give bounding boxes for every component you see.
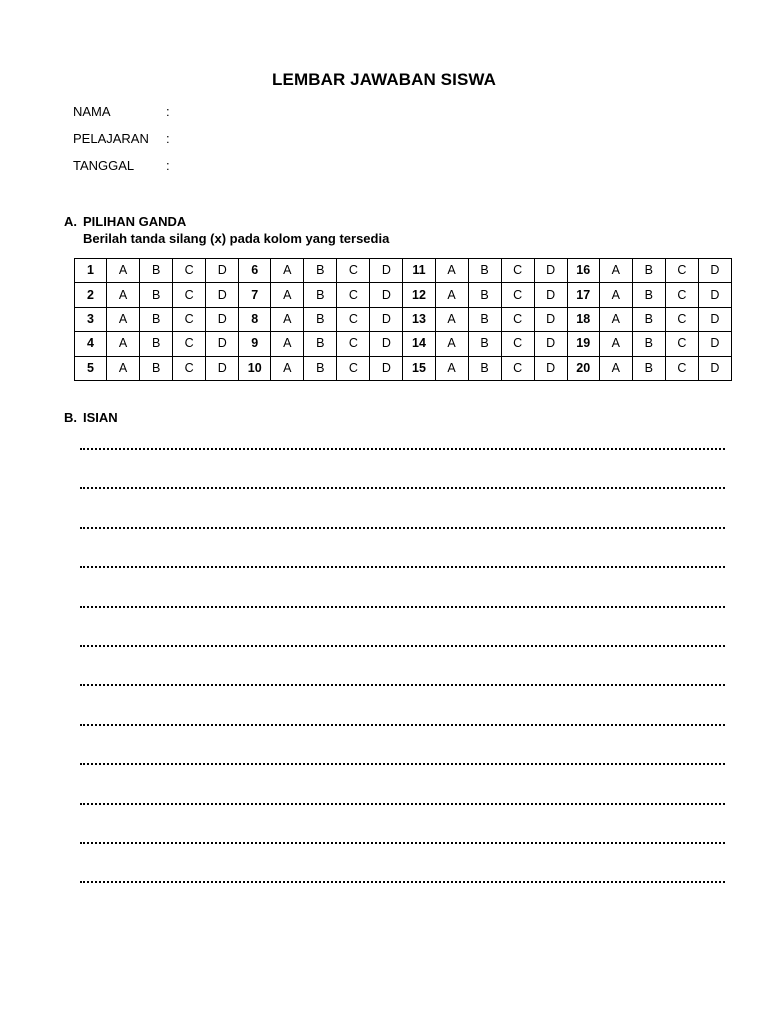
answer-option-a[interactable]: A	[271, 307, 304, 331]
answer-option-d[interactable]: D	[534, 283, 567, 307]
info-colon: :	[166, 131, 170, 146]
answer-option-a[interactable]: A	[435, 307, 468, 331]
answer-option-c[interactable]: C	[665, 283, 698, 307]
answer-option-c[interactable]: C	[501, 307, 534, 331]
section-a-instruction: Berilah tanda silang (x) pada kolom yang tersedia	[83, 231, 390, 246]
grid-row	[75, 356, 732, 380]
answer-option-a[interactable]: A	[107, 307, 140, 331]
answer-option-d[interactable]: D	[206, 332, 239, 356]
answer-line[interactable]	[80, 684, 725, 686]
answer-option-a[interactable]: A	[599, 259, 632, 283]
question-number: 9	[239, 332, 271, 356]
answer-line[interactable]	[80, 881, 725, 883]
answer-option-a[interactable]: A	[599, 332, 632, 356]
answer-option-d[interactable]: D	[206, 283, 239, 307]
answer-line[interactable]	[80, 763, 725, 765]
question-number: 3	[75, 307, 107, 331]
answer-option-a[interactable]: A	[271, 259, 304, 283]
answer-option-d[interactable]: D	[206, 259, 239, 283]
answer-line[interactable]	[80, 724, 725, 726]
section-a-number: A.	[64, 214, 77, 229]
answer-option-a[interactable]: A	[435, 332, 468, 356]
answer-option-d[interactable]: D	[370, 259, 403, 283]
page-title: LEMBAR JAWABAN SISWA	[272, 70, 496, 89]
question-number: 4	[75, 332, 107, 356]
question-number: 13	[403, 307, 435, 331]
answer-option-c[interactable]: C	[665, 332, 698, 356]
answer-option-b[interactable]: B	[632, 259, 665, 283]
answer-option-a[interactable]: A	[271, 356, 304, 380]
answer-option-a[interactable]: A	[599, 283, 632, 307]
question-number: 20	[567, 356, 599, 380]
question-number: 8	[239, 307, 271, 331]
answer-option-d[interactable]: D	[370, 356, 403, 380]
answer-option-d[interactable]: D	[370, 283, 403, 307]
info-label-pelajaran: PELAJARAN	[73, 131, 149, 146]
answer-option-b[interactable]: B	[468, 307, 501, 331]
answer-option-a[interactable]: A	[107, 259, 140, 283]
answer-option-c[interactable]: C	[173, 356, 206, 380]
answer-option-c[interactable]: C	[337, 332, 370, 356]
answer-option-a[interactable]: A	[435, 356, 468, 380]
answer-option-b[interactable]: B	[304, 356, 337, 380]
multiple-choice-grid	[74, 258, 732, 381]
answer-line[interactable]	[80, 566, 725, 568]
info-label-tanggal: TANGGAL	[73, 158, 135, 173]
answer-option-b[interactable]: B	[304, 283, 337, 307]
answer-option-d[interactable]: D	[698, 283, 731, 307]
answer-option-c[interactable]: C	[173, 307, 206, 331]
answer-option-a[interactable]: A	[435, 259, 468, 283]
answer-option-c[interactable]: C	[173, 332, 206, 356]
answer-option-a[interactable]: A	[599, 356, 632, 380]
answer-option-d[interactable]: D	[698, 259, 731, 283]
question-number: 18	[567, 307, 599, 331]
answer-option-c[interactable]: C	[501, 356, 534, 380]
answer-option-c[interactable]: C	[665, 356, 698, 380]
answer-option-b[interactable]: B	[140, 332, 173, 356]
answer-line[interactable]	[80, 803, 725, 805]
answer-option-a[interactable]: A	[271, 332, 304, 356]
answer-option-c[interactable]: C	[501, 283, 534, 307]
question-number: 6	[239, 259, 271, 283]
answer-option-a[interactable]: A	[107, 332, 140, 356]
answer-option-d[interactable]: D	[370, 307, 403, 331]
answer-option-d[interactable]: D	[206, 356, 239, 380]
answer-option-b[interactable]: B	[140, 307, 173, 331]
question-number: 19	[567, 332, 599, 356]
answer-option-d[interactable]: D	[370, 332, 403, 356]
answer-option-c[interactable]: C	[337, 283, 370, 307]
section-b-title: ISIAN	[83, 410, 118, 425]
answer-option-c[interactable]: C	[337, 307, 370, 331]
answer-option-b[interactable]: B	[632, 356, 665, 380]
answer-option-b[interactable]: B	[304, 307, 337, 331]
answer-option-b[interactable]: B	[468, 356, 501, 380]
info-label-nama: NAMA	[73, 104, 111, 119]
section-a-title: PILIHAN GANDA	[83, 214, 187, 229]
answer-option-b[interactable]: B	[632, 332, 665, 356]
question-number: 5	[75, 356, 107, 380]
answer-option-c[interactable]: C	[173, 259, 206, 283]
answer-option-b[interactable]: B	[468, 332, 501, 356]
answer-line[interactable]	[80, 487, 725, 489]
grid-row	[75, 332, 732, 356]
answer-option-a[interactable]: A	[599, 307, 632, 331]
answer-line[interactable]	[80, 645, 725, 647]
answer-option-a[interactable]: A	[435, 283, 468, 307]
answer-line[interactable]	[80, 606, 725, 608]
answer-option-d[interactable]: D	[534, 332, 567, 356]
grid-row	[75, 259, 732, 283]
answer-option-c[interactable]: C	[337, 259, 370, 283]
grid-row	[75, 307, 732, 331]
answer-option-a[interactable]: A	[107, 283, 140, 307]
answer-option-c[interactable]: C	[501, 332, 534, 356]
answer-option-d[interactable]: D	[534, 307, 567, 331]
answer-option-b[interactable]: B	[468, 283, 501, 307]
answer-option-a[interactable]: A	[271, 283, 304, 307]
answer-option-c[interactable]: C	[173, 283, 206, 307]
section-b-number: B.	[64, 410, 77, 425]
answer-option-a[interactable]: A	[107, 356, 140, 380]
answer-option-c[interactable]: C	[337, 356, 370, 380]
answer-line[interactable]	[80, 448, 725, 450]
answer-option-c[interactable]: C	[501, 259, 534, 283]
answer-line[interactable]	[80, 842, 725, 844]
answer-option-b[interactable]: B	[140, 283, 173, 307]
answer-option-b[interactable]: B	[632, 307, 665, 331]
answer-option-d[interactable]: D	[698, 356, 731, 380]
section-b-heading	[64, 410, 118, 425]
answer-option-b[interactable]: B	[304, 332, 337, 356]
answer-option-b[interactable]: B	[140, 259, 173, 283]
answer-option-c[interactable]: C	[665, 259, 698, 283]
grid-row	[75, 283, 732, 307]
question-number: 10	[239, 356, 271, 380]
question-number: 2	[75, 283, 107, 307]
answer-option-d[interactable]: D	[206, 307, 239, 331]
section-a-heading	[64, 214, 186, 229]
answer-option-c[interactable]: C	[665, 307, 698, 331]
info-colon: :	[166, 158, 170, 173]
answer-option-d[interactable]: D	[698, 307, 731, 331]
answer-option-d[interactable]: D	[534, 259, 567, 283]
answer-line[interactable]	[80, 527, 725, 529]
question-number: 1	[75, 259, 107, 283]
question-number: 16	[567, 259, 599, 283]
question-number: 12	[403, 283, 435, 307]
question-number: 17	[567, 283, 599, 307]
question-number: 11	[403, 259, 435, 283]
question-number: 14	[403, 332, 435, 356]
info-colon: :	[166, 104, 170, 119]
answer-option-b[interactable]: B	[140, 356, 173, 380]
answer-option-d[interactable]: D	[698, 332, 731, 356]
answer-option-b[interactable]: B	[468, 259, 501, 283]
question-number: 7	[239, 283, 271, 307]
question-number: 15	[403, 356, 435, 380]
answer-option-b[interactable]: B	[632, 283, 665, 307]
answer-option-d[interactable]: D	[534, 356, 567, 380]
answer-option-b[interactable]: B	[304, 259, 337, 283]
